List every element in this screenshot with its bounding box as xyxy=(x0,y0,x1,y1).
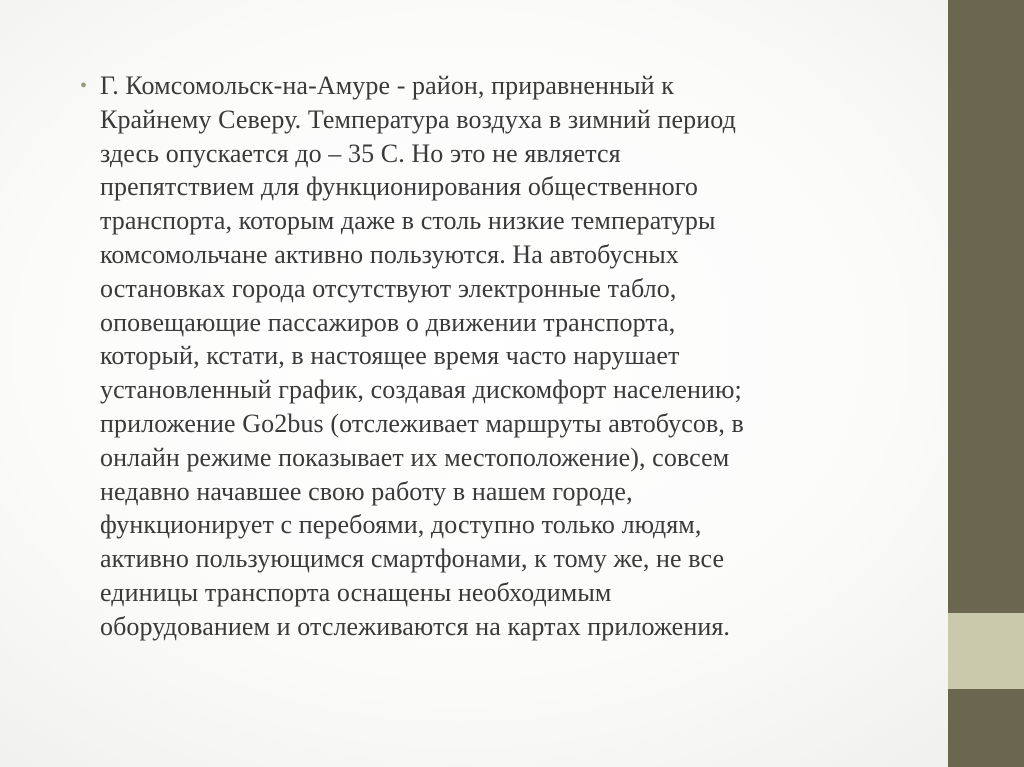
text-line: Г. Комсомольск-на-Амуре - район, приравненный к xyxy=(100,71,674,100)
text-line: Крайнему Северу. Температура воздуха в зимний период xyxy=(100,104,736,134)
sidebar-accent-block xyxy=(948,613,1024,689)
text-line: активно пользующимся смартфонами, к тому же, не все xyxy=(100,544,725,574)
text-line: здесь опускается до – 35 С. Но это не является xyxy=(100,138,621,168)
text-line: приложение Go2bus (отслеживает маршруты автобусов, в xyxy=(100,408,744,438)
text-line: препятствием для функционирования общественного xyxy=(100,172,698,202)
text-line: функционирует с перебоями, доступно только людям, xyxy=(100,510,702,540)
text-line: оборудованием и отслеживаются на картах приложения. xyxy=(100,611,731,641)
bullet-icon: • xyxy=(80,75,88,97)
slide-content xyxy=(80,69,880,644)
text-line: недавно начавшее свою работу в нашем городе, xyxy=(100,476,633,506)
text-line: единицы транспорта оснащены необходимым xyxy=(100,577,612,607)
text-line: онлайн режиме показывает их местоположение), совсем xyxy=(100,442,730,472)
text-line: который, кстати, в настоящее время часто нарушает xyxy=(100,341,680,371)
text-line: комсомольчане активно пользуются. На автобусных xyxy=(100,239,679,269)
text-line: транспорта, которым даже в столь низкие температуры xyxy=(100,206,716,236)
text-line: остановках города отсутствуют электронные табло, xyxy=(100,273,677,303)
bullet-text xyxy=(100,69,744,644)
text-line: установленный график, создавая дискомфорт населению; xyxy=(100,375,742,405)
text-line: оповещающие пассажиров о движении транспорта, xyxy=(100,307,676,337)
bullet-item xyxy=(80,69,880,644)
